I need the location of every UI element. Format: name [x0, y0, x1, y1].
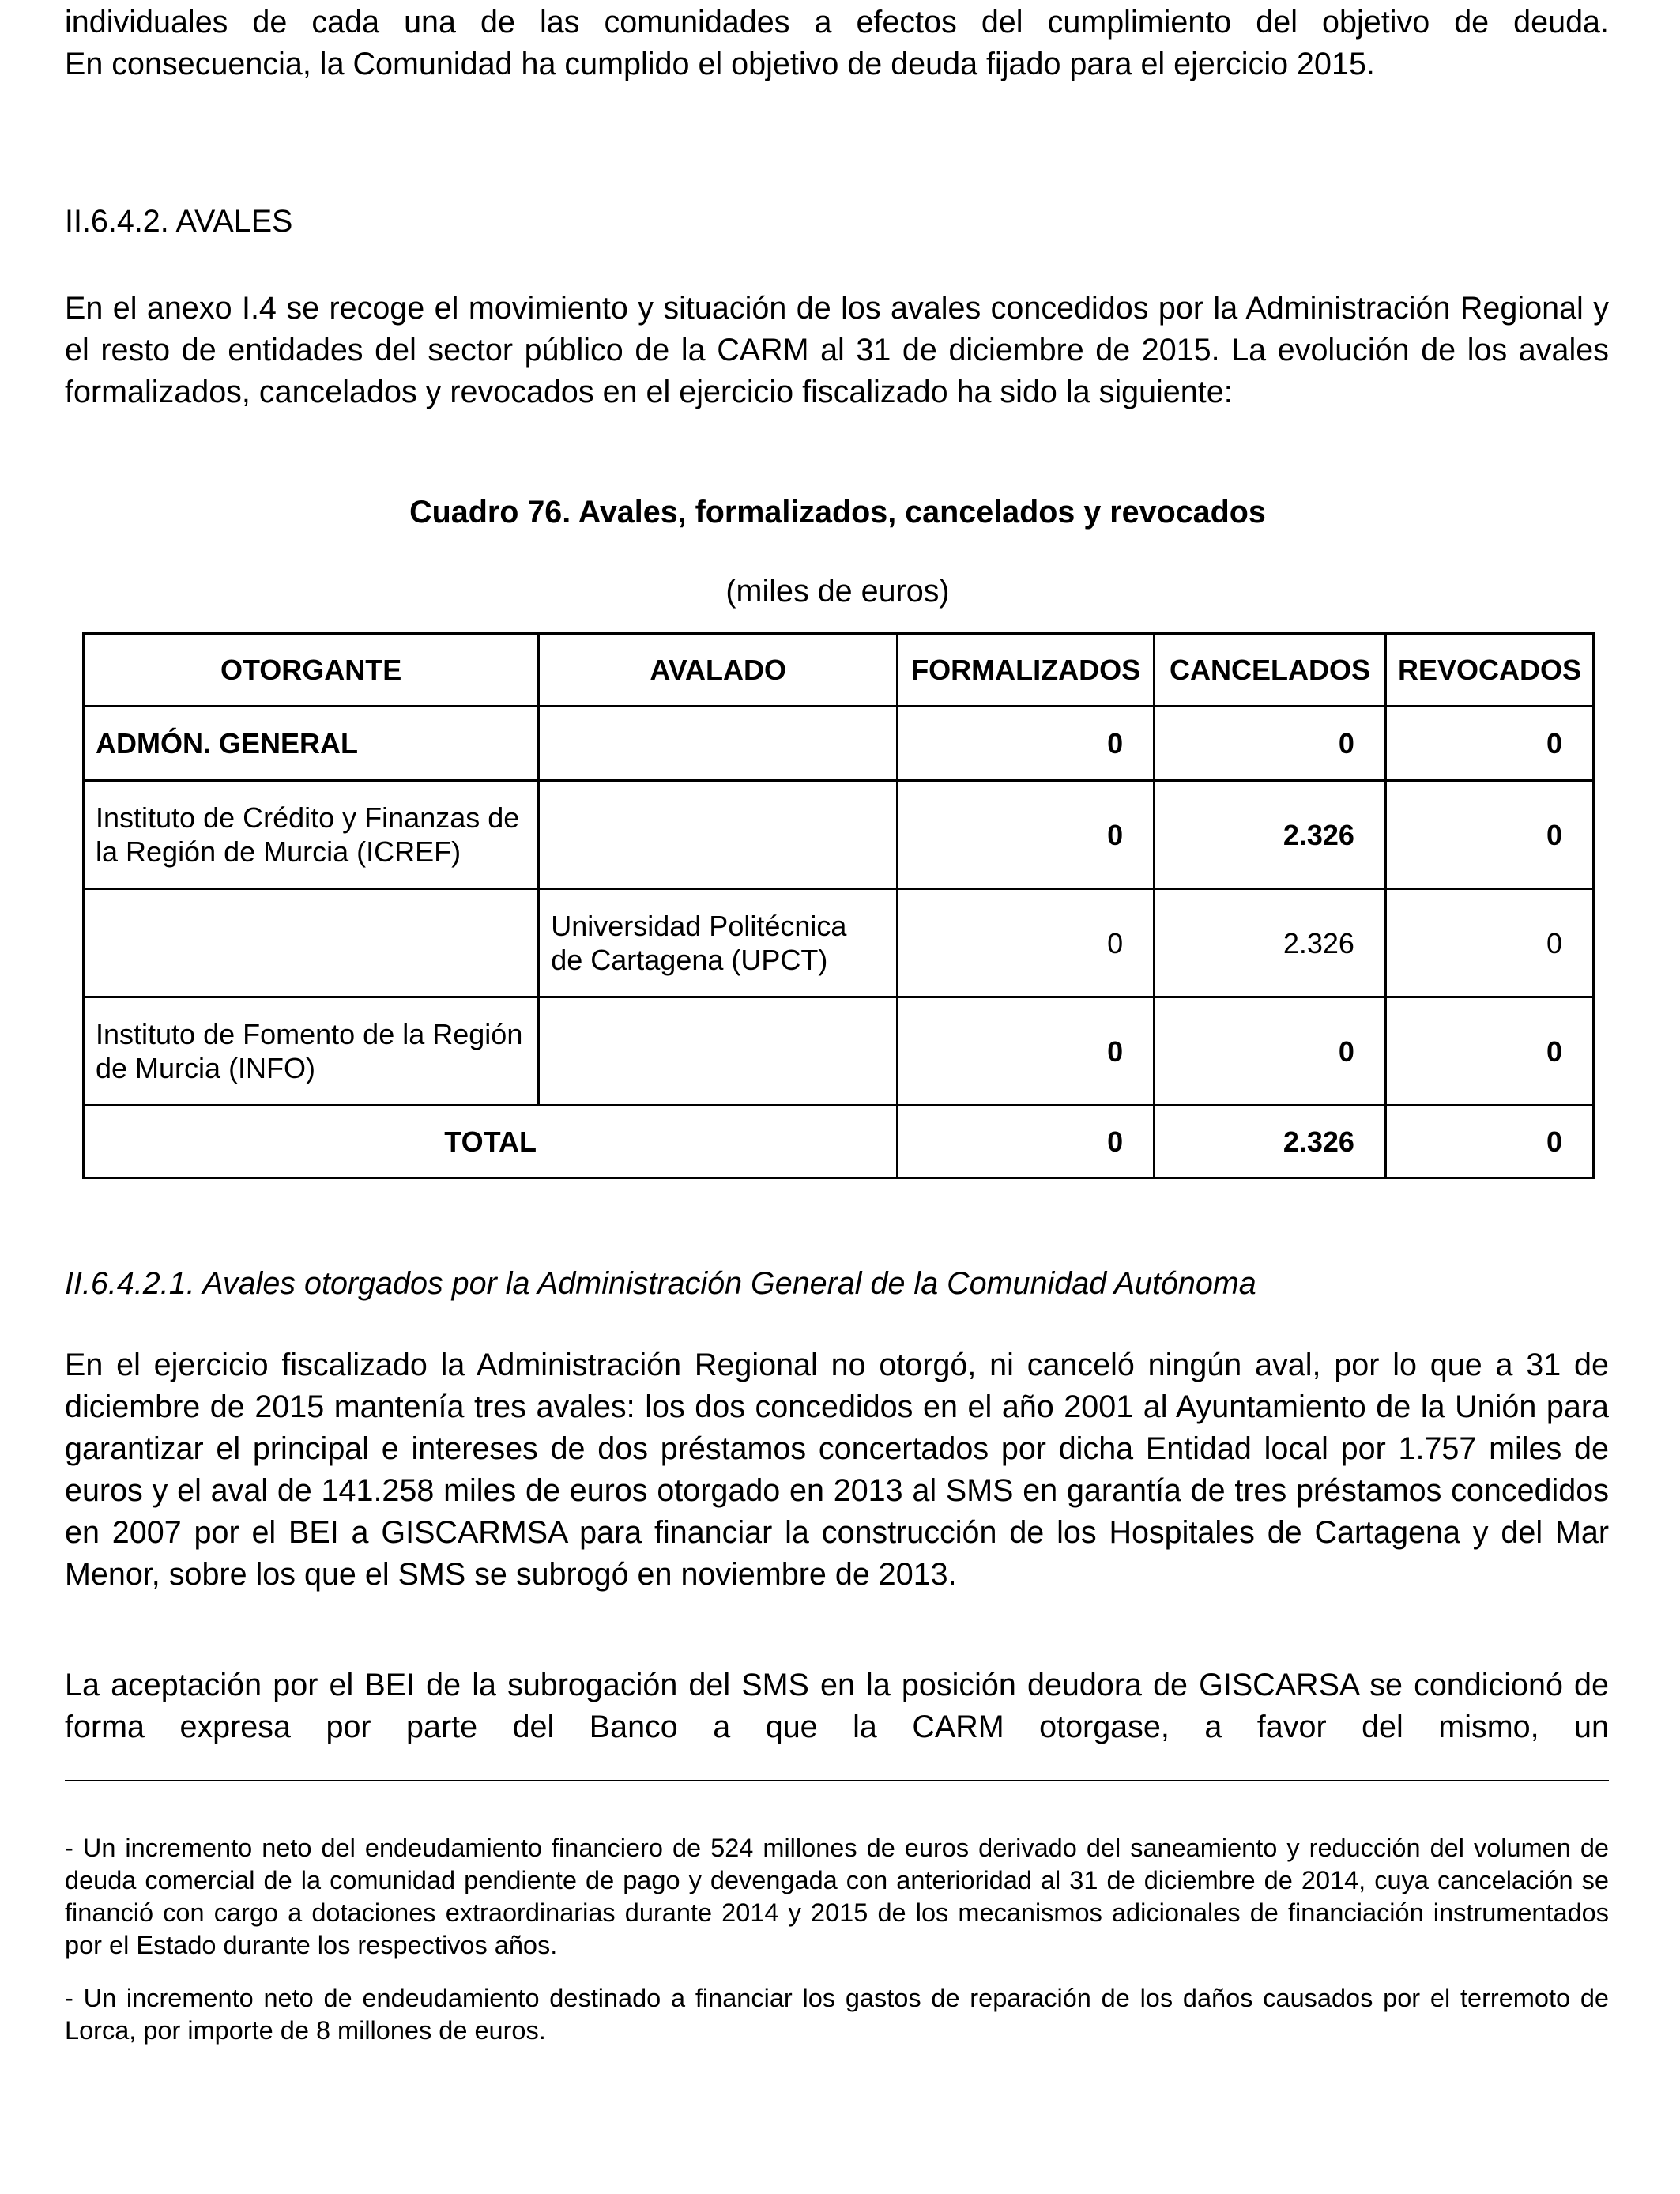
- cell-cancelados: 2.326: [1155, 781, 1386, 889]
- table-header-row: [84, 634, 1594, 707]
- footnote-2: - Un incremento neto de endeudamiento destinado a financiar los gastos de reparación de los daños causados por el terremoto de Lorca, por importe de 8 millones de euros.: [65, 1984, 1609, 2045]
- table-row: [84, 781, 1594, 889]
- cell-revocados: 0: [1385, 781, 1593, 889]
- section-heading: II.6.4.2. AVALES: [65, 204, 293, 239]
- cell-cancelados: 0: [1155, 707, 1386, 781]
- table-title: Cuadro 76. Avales, formalizados, cancelados y revocados: [409, 495, 1266, 530]
- intro-line-1: individuales de cada una de las comunidades a efectos del cumplimiento del objetivo de deuda.: [65, 5, 1609, 40]
- table-row: [84, 997, 1594, 1106]
- total-formalizados: 0: [898, 1106, 1155, 1178]
- cell-avalado: Universidad Politécnica de Cartagena (UPCT): [539, 889, 898, 997]
- intro-line-2: En consecuencia, la Comunidad ha cumplido el objetivo de deuda fijado para el ejercicio 2015.: [65, 47, 1375, 81]
- cell-avalado: [539, 997, 898, 1106]
- cell-formalizados: 0: [898, 781, 1155, 889]
- header-cancelados: CANCELADOS: [1155, 634, 1386, 707]
- total-cancelados: 2.326: [1155, 1106, 1386, 1178]
- table-total-row: [84, 1106, 1594, 1178]
- header-avalado: AVALADO: [539, 634, 898, 707]
- cell-otorgante: Instituto de Fomento de la Región de Murcia (INFO): [84, 997, 539, 1106]
- cell-avalado: [539, 707, 898, 781]
- subsection-heading: II.6.4.2.1. Avales otorgados por la Administración General de la Comunidad Autónoma: [65, 1266, 1256, 1301]
- avales-table: [82, 632, 1595, 1179]
- total-label: TOTAL: [84, 1106, 898, 1178]
- cell-revocados: 0: [1385, 707, 1593, 781]
- total-revocados: 0: [1385, 1106, 1593, 1178]
- cell-otorgante: ADMÓN. GENERAL: [84, 707, 539, 781]
- header-formalizados: FORMALIZADOS: [898, 634, 1155, 707]
- cell-otorgante: [84, 889, 539, 997]
- header-otorgante: OTORGANTE: [84, 634, 539, 707]
- cell-otorgante: Instituto de Crédito y Finanzas de la Región de Murcia (ICREF): [84, 781, 539, 889]
- table-row: [84, 889, 1594, 997]
- cell-cancelados: 0: [1155, 997, 1386, 1106]
- cell-formalizados: 0: [898, 707, 1155, 781]
- subsection-paragraph-1: En el ejercicio fiscalizado la Administración Regional no otorgó, ni canceló ningún aval, por lo que a 31 de diciembre de 2015 mantenía tres avales: los dos concedidos en el año 2001 al Ayuntamiento de la Unión para garantizar el principal e intereses de dos préstamos concertados por dicha Entidad local por 1.757 miles de euros y el aval de 141.258 miles de euros otorgado en 2013 al SMS en garantía de tres préstamos concedidos en 2007 por el BEI a GISCARMSA para financiar la construcción de los Hospitales de Cartagena y del Mar Menor, sobre los que el SMS se subrogó en noviembre de 2013.: [65, 1348, 1609, 1592]
- table-row: [84, 707, 1594, 781]
- cell-cancelados: 2.326: [1155, 889, 1386, 997]
- cell-formalizados: 0: [898, 997, 1155, 1106]
- table-unit: (miles de euros): [725, 574, 950, 609]
- footnote-separator: [65, 1780, 1609, 1781]
- cell-revocados: 0: [1385, 889, 1593, 997]
- subsection-paragraph-2: La aceptación por el BEI de la subrogación del SMS en la posición deudora de GISCARSA se condicionó de forma expresa por parte del Banco a que la CARM otorgase, a favor del mismo, un: [65, 1668, 1609, 1744]
- footnote-1: - Un incremento neto del endeudamiento financiero de 524 millones de euros derivado del saneamiento y reducción del volumen de deuda comercial de la comunidad pendiente de pago y devengada con anterioridad al 31 de diciembre de 2014, cuya cancelación se financió con cargo a dotaciones extraordinarias durante 2014 y 2015 de los mecanismos adicionales de financiación instrumentados por el Estado durante los respectivos años.: [65, 1834, 1609, 1959]
- cell-revocados: 0: [1385, 997, 1593, 1106]
- section-paragraph: En el anexo I.4 se recoge el movimiento y situación de los avales concedidos por la Administración Regional y el resto de entidades del sector público de la CARM al 31 de diciembre de 2015. La evolución de los avales formalizados, cancelados y revocados en el ejercicio fiscalizado ha sido la siguiente:: [65, 291, 1609, 409]
- header-revocados: REVOCADOS: [1385, 634, 1593, 707]
- cell-formalizados: 0: [898, 889, 1155, 997]
- cell-avalado: [539, 781, 898, 889]
